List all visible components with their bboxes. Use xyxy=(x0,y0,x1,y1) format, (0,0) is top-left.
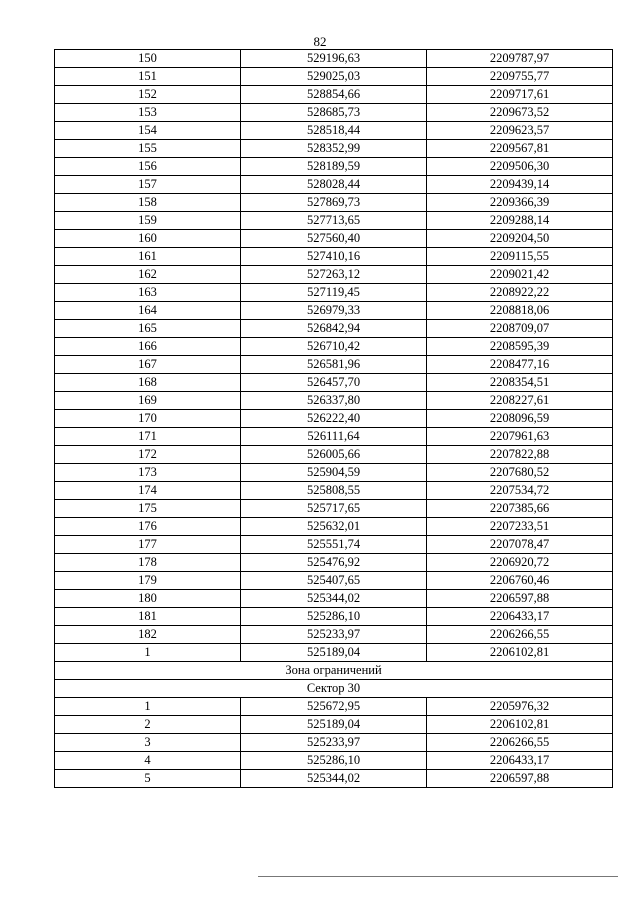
x-coordinate-cell: 526005,66 xyxy=(241,446,427,464)
table-row xyxy=(55,176,613,194)
y-coordinate-cell: 2209506,30 xyxy=(427,158,613,176)
table-row xyxy=(55,284,613,302)
x-coordinate-cell: 528685,73 xyxy=(241,104,427,122)
table-row xyxy=(55,716,613,734)
point-number-cell: 164 xyxy=(55,302,241,320)
table-row xyxy=(55,608,613,626)
x-coordinate-cell: 527869,73 xyxy=(241,194,427,212)
sector-heading-row xyxy=(55,680,613,698)
point-number-cell: 1 xyxy=(55,698,241,716)
y-coordinate-cell: 2206760,46 xyxy=(427,572,613,590)
x-coordinate-cell: 528028,44 xyxy=(241,176,427,194)
point-number-cell: 154 xyxy=(55,122,241,140)
table-row xyxy=(55,590,613,608)
y-coordinate-cell: 2208227,61 xyxy=(427,392,613,410)
y-coordinate-cell: 2208477,16 xyxy=(427,356,613,374)
table-row xyxy=(55,68,613,86)
point-number-cell: 171 xyxy=(55,428,241,446)
y-coordinate-cell: 2209623,57 xyxy=(427,122,613,140)
x-coordinate-cell: 528854,66 xyxy=(241,86,427,104)
table-row xyxy=(55,158,613,176)
point-number-cell: 155 xyxy=(55,140,241,158)
x-coordinate-cell: 527713,65 xyxy=(241,212,427,230)
y-coordinate-cell: 2208709,07 xyxy=(427,320,613,338)
x-coordinate-cell: 525344,02 xyxy=(241,770,427,788)
y-coordinate-cell: 2206597,88 xyxy=(427,770,613,788)
point-number-cell: 159 xyxy=(55,212,241,230)
point-number-cell: 176 xyxy=(55,518,241,536)
y-coordinate-cell: 2206920,72 xyxy=(427,554,613,572)
table-row xyxy=(55,752,613,770)
table-row xyxy=(55,410,613,428)
point-number-cell: 169 xyxy=(55,392,241,410)
y-coordinate-cell: 2209288,14 xyxy=(427,212,613,230)
x-coordinate-cell: 525344,02 xyxy=(241,590,427,608)
table-row xyxy=(55,626,613,644)
point-number-cell: 2 xyxy=(55,716,241,734)
y-coordinate-cell: 2207680,52 xyxy=(427,464,613,482)
x-coordinate-cell: 525808,55 xyxy=(241,482,427,500)
y-coordinate-cell: 2206266,55 xyxy=(427,626,613,644)
table-row xyxy=(55,86,613,104)
point-number-cell: 163 xyxy=(55,284,241,302)
x-coordinate-cell: 526842,94 xyxy=(241,320,427,338)
point-number-cell: 178 xyxy=(55,554,241,572)
point-number-cell: 151 xyxy=(55,68,241,86)
x-coordinate-cell: 525672,95 xyxy=(241,698,427,716)
point-number-cell: 162 xyxy=(55,266,241,284)
y-coordinate-cell: 2206597,88 xyxy=(427,590,613,608)
y-coordinate-cell: 2207233,51 xyxy=(427,518,613,536)
x-coordinate-cell: 528518,44 xyxy=(241,122,427,140)
x-coordinate-cell: 527560,40 xyxy=(241,230,427,248)
point-number-cell: 157 xyxy=(55,176,241,194)
x-coordinate-cell: 525904,59 xyxy=(241,464,427,482)
point-number-cell: 180 xyxy=(55,590,241,608)
y-coordinate-cell: 2207078,47 xyxy=(427,536,613,554)
y-coordinate-cell: 2206266,55 xyxy=(427,734,613,752)
table-row xyxy=(55,554,613,572)
x-coordinate-cell: 529196,63 xyxy=(241,50,427,68)
x-coordinate-cell: 525233,97 xyxy=(241,626,427,644)
table-row xyxy=(55,104,613,122)
y-coordinate-cell: 2207385,66 xyxy=(427,500,613,518)
x-coordinate-cell: 526581,96 xyxy=(241,356,427,374)
point-number-cell: 160 xyxy=(55,230,241,248)
y-coordinate-cell: 2209115,55 xyxy=(427,248,613,266)
point-number-cell: 161 xyxy=(55,248,241,266)
point-number-cell: 158 xyxy=(55,194,241,212)
x-coordinate-cell: 526979,33 xyxy=(241,302,427,320)
x-coordinate-cell: 526222,40 xyxy=(241,410,427,428)
x-coordinate-cell: 525189,04 xyxy=(241,644,427,662)
point-number-cell: 1 xyxy=(55,644,241,662)
y-coordinate-cell: 2208354,51 xyxy=(427,374,613,392)
point-number-cell: 175 xyxy=(55,500,241,518)
table-row xyxy=(55,644,613,662)
y-coordinate-cell: 2207534,72 xyxy=(427,482,613,500)
table-row xyxy=(55,212,613,230)
point-number-cell: 173 xyxy=(55,464,241,482)
y-coordinate-cell: 2209204,50 xyxy=(427,230,613,248)
point-number-cell: 168 xyxy=(55,374,241,392)
table-row xyxy=(55,734,613,752)
y-coordinate-cell: 2209717,61 xyxy=(427,86,613,104)
y-coordinate-cell: 2208096,59 xyxy=(427,410,613,428)
table-row xyxy=(55,266,613,284)
point-number-cell: 174 xyxy=(55,482,241,500)
y-coordinate-cell: 2209439,14 xyxy=(427,176,613,194)
x-coordinate-cell: 525476,92 xyxy=(241,554,427,572)
point-number-cell: 179 xyxy=(55,572,241,590)
point-number-cell: 166 xyxy=(55,338,241,356)
x-coordinate-cell: 525233,97 xyxy=(241,734,427,752)
x-coordinate-cell: 526337,80 xyxy=(241,392,427,410)
point-number-cell: 3 xyxy=(55,734,241,752)
table-row xyxy=(55,536,613,554)
x-coordinate-cell: 528352,99 xyxy=(241,140,427,158)
table-row xyxy=(55,500,613,518)
y-coordinate-cell: 2208922,22 xyxy=(427,284,613,302)
x-coordinate-cell: 526111,64 xyxy=(241,428,427,446)
x-coordinate-cell: 528189,59 xyxy=(241,158,427,176)
point-number-cell: 5 xyxy=(55,770,241,788)
x-coordinate-cell: 527410,16 xyxy=(241,248,427,266)
table-row xyxy=(55,698,613,716)
point-number-cell: 182 xyxy=(55,626,241,644)
y-coordinate-cell: 2209673,52 xyxy=(427,104,613,122)
point-number-cell: 153 xyxy=(55,104,241,122)
footer-rule xyxy=(258,876,618,877)
table-row xyxy=(55,122,613,140)
table-row xyxy=(55,518,613,536)
table-row xyxy=(55,392,613,410)
point-number-cell: 165 xyxy=(55,320,241,338)
y-coordinate-cell: 2207822,88 xyxy=(427,446,613,464)
point-number-cell: 156 xyxy=(55,158,241,176)
y-coordinate-cell: 2206102,81 xyxy=(427,716,613,734)
table-row xyxy=(55,230,613,248)
point-number-cell: 4 xyxy=(55,752,241,770)
y-coordinate-cell: 2205976,32 xyxy=(427,698,613,716)
y-coordinate-cell: 2206433,17 xyxy=(427,752,613,770)
table-row xyxy=(55,338,613,356)
zone-heading: Зона ограничений xyxy=(55,662,613,680)
x-coordinate-cell: 525632,01 xyxy=(241,518,427,536)
y-coordinate-cell: 2209755,77 xyxy=(427,68,613,86)
table-row xyxy=(55,770,613,788)
point-number-cell: 167 xyxy=(55,356,241,374)
table-row xyxy=(55,464,613,482)
table-row xyxy=(55,446,613,464)
table-row xyxy=(55,320,613,338)
table-row xyxy=(55,572,613,590)
coordinates-table xyxy=(54,49,613,788)
point-number-cell: 181 xyxy=(55,608,241,626)
table-row xyxy=(55,482,613,500)
y-coordinate-cell: 2209021,42 xyxy=(427,266,613,284)
y-coordinate-cell: 2209366,39 xyxy=(427,194,613,212)
x-coordinate-cell: 526710,42 xyxy=(241,338,427,356)
coordinates-table-body xyxy=(55,50,613,788)
x-coordinate-cell: 526457,70 xyxy=(241,374,427,392)
table-row xyxy=(55,194,613,212)
x-coordinate-cell: 525407,65 xyxy=(241,572,427,590)
table-row xyxy=(55,302,613,320)
x-coordinate-cell: 527119,45 xyxy=(241,284,427,302)
x-coordinate-cell: 525286,10 xyxy=(241,608,427,626)
x-coordinate-cell: 525286,10 xyxy=(241,752,427,770)
table-row xyxy=(55,248,613,266)
x-coordinate-cell: 527263,12 xyxy=(241,266,427,284)
y-coordinate-cell: 2206433,17 xyxy=(427,608,613,626)
table-row xyxy=(55,50,613,68)
table-row xyxy=(55,356,613,374)
point-number-cell: 177 xyxy=(55,536,241,554)
table-row xyxy=(55,374,613,392)
sector-heading: Сектор 30 xyxy=(55,680,613,698)
y-coordinate-cell: 2209567,81 xyxy=(427,140,613,158)
x-coordinate-cell: 525717,65 xyxy=(241,500,427,518)
point-number-cell: 170 xyxy=(55,410,241,428)
table-row xyxy=(55,428,613,446)
x-coordinate-cell: 525551,74 xyxy=(241,536,427,554)
x-coordinate-cell: 525189,04 xyxy=(241,716,427,734)
page-number: 82 xyxy=(313,34,327,49)
y-coordinate-cell: 2208595,39 xyxy=(427,338,613,356)
y-coordinate-cell: 2206102,81 xyxy=(427,644,613,662)
y-coordinate-cell: 2208818,06 xyxy=(427,302,613,320)
table-row xyxy=(55,140,613,158)
y-coordinate-cell: 2209787,97 xyxy=(427,50,613,68)
point-number-cell: 150 xyxy=(55,50,241,68)
y-coordinate-cell: 2207961,63 xyxy=(427,428,613,446)
point-number-cell: 172 xyxy=(55,446,241,464)
zone-heading-row xyxy=(55,662,613,680)
point-number-cell: 152 xyxy=(55,86,241,104)
x-coordinate-cell: 529025,03 xyxy=(241,68,427,86)
